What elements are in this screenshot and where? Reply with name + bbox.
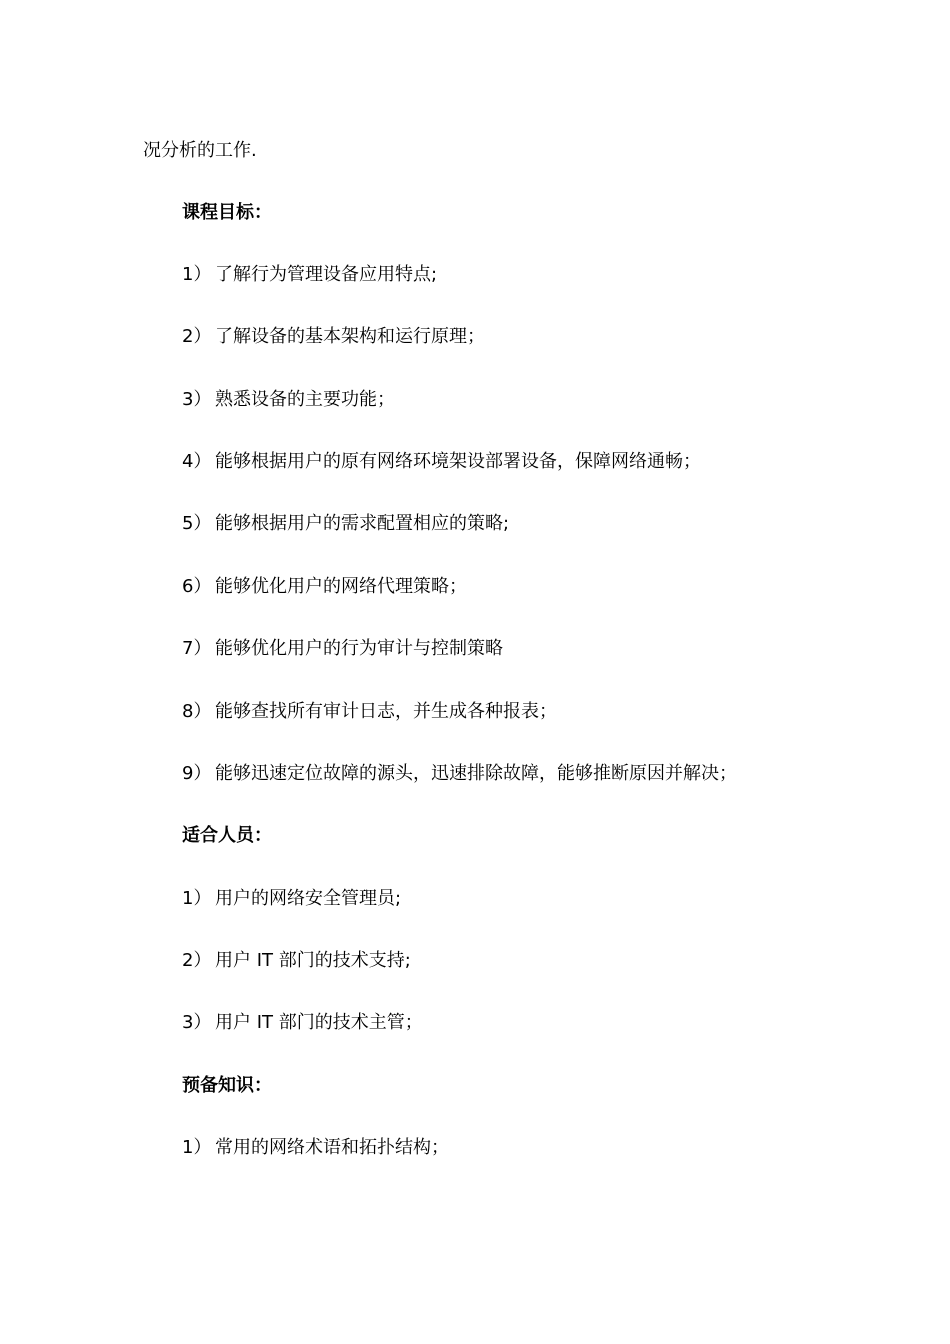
heading-course-goals: 课程目标： — [182, 202, 272, 223]
item-text: 熟悉设备的主要功能； — [215, 389, 395, 410]
item-text: 用户 IT 部门的技术支持; — [215, 950, 411, 971]
item-text: 能够查找所有审计日志，并生成各种报表； — [215, 701, 557, 722]
item-text: 了解行为管理设备应用特点; — [215, 264, 438, 285]
list-item — [182, 949, 411, 973]
list-item — [182, 1011, 423, 1035]
item-number: 5） — [182, 513, 212, 534]
heading-prerequisites: 预备知识： — [182, 1075, 272, 1096]
item-text: 能够根据用户的原有网络环境架设部署设备，保障网络通畅； — [215, 451, 701, 472]
list-item — [182, 637, 503, 661]
item-text: 了解设备的基本架构和运行原理； — [215, 326, 485, 347]
item-number: 3） — [182, 1012, 212, 1033]
list-item — [182, 263, 437, 287]
item-text: 能够优化用户的网络代理策略； — [215, 576, 467, 597]
list-item — [182, 512, 509, 536]
list-item — [182, 450, 701, 474]
item-number: 4） — [182, 451, 212, 472]
item-text: 能够根据用户的需求配置相应的策略; — [215, 513, 510, 534]
item-number: 7） — [182, 638, 212, 659]
item-number: 1） — [182, 888, 212, 909]
heading-audience: 适合人员： — [182, 825, 272, 846]
item-text: 用户的网络安全管理员; — [215, 888, 402, 909]
list-item — [182, 325, 485, 349]
item-number: 9） — [182, 763, 212, 784]
list-item — [182, 575, 467, 599]
list-item — [182, 1136, 449, 1160]
item-number: 1） — [182, 264, 212, 285]
intro-text: 况分析的工作. — [143, 140, 257, 161]
list-item — [182, 700, 557, 724]
item-number: 2） — [182, 950, 212, 971]
item-number: 8） — [182, 701, 212, 722]
item-number: 3） — [182, 389, 212, 410]
list-item — [182, 388, 395, 412]
item-text: 能够优化用户的行为审计与控制策略 — [215, 638, 503, 659]
item-number: 6） — [182, 576, 212, 597]
item-text: 能够迅速定位故障的源头，迅速排除故障，能够推断原因并解决； — [215, 763, 737, 784]
list-item — [182, 887, 401, 911]
item-text: 用户 IT 部门的技术主管； — [215, 1012, 423, 1033]
item-number: 2） — [182, 326, 212, 347]
item-number: 1） — [182, 1137, 212, 1158]
item-text: 常用的网络术语和拓扑结构； — [215, 1137, 449, 1158]
list-item — [182, 762, 737, 786]
